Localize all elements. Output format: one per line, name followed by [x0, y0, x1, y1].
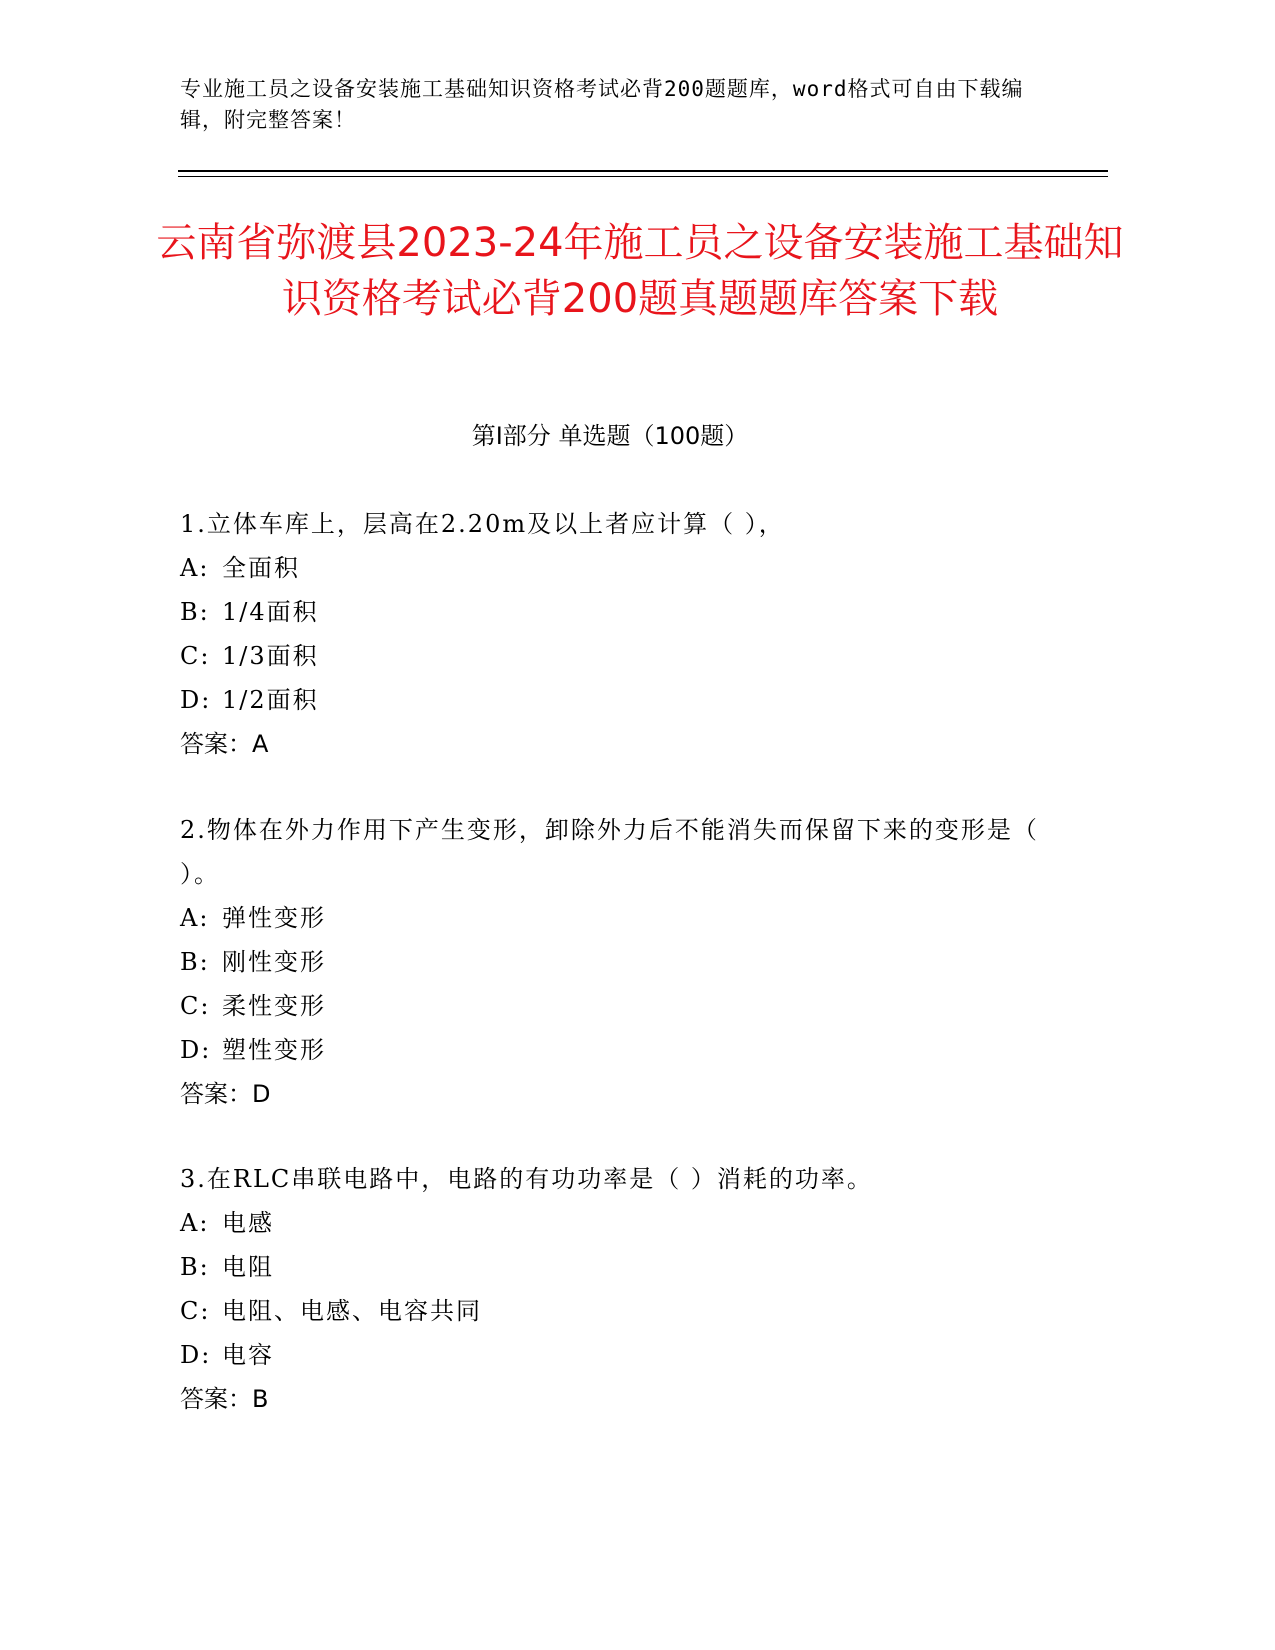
option-text: 电阻 — [222, 1253, 274, 1281]
option-text: 1/3面积 — [222, 642, 319, 670]
option-letter: B: — [180, 1253, 210, 1281]
option-letter: C: — [180, 992, 211, 1020]
option-text: 电阻、电感、电容共同 — [222, 1297, 482, 1325]
option-letter: A: — [180, 1209, 210, 1237]
option-text: 全面积 — [222, 554, 300, 582]
question-2 — [180, 808, 1040, 1116]
option-letter: C: — [180, 1297, 211, 1325]
option-letter: D: — [180, 1341, 212, 1369]
option-text: 柔性变形 — [222, 992, 326, 1020]
option-text: 1/2面积 — [222, 686, 319, 714]
option-d — [180, 1333, 1040, 1377]
option-letter: B: — [180, 598, 210, 626]
document-title: 云南省弥渡县2023-24年施工员之设备安装施工基础知识资格考试必背200题真题题库答案下载 — [156, 220, 1124, 322]
option-text: 塑性变形 — [222, 1036, 326, 1064]
answer-line: 答案：D — [180, 1080, 271, 1108]
section-heading: 第I部分 单选题（100题） — [471, 422, 749, 450]
option-d — [180, 678, 1040, 722]
option-text: 电感 — [222, 1209, 274, 1237]
header-note: 专业施工员之设备安装施工基础知识资格考试必背200题题库，word格式可自由下载编辑，附完整答案！ — [180, 77, 1024, 132]
option-a — [180, 546, 1040, 590]
option-b — [180, 940, 1040, 984]
option-letter: A: — [180, 554, 210, 582]
option-letter: A: — [180, 904, 210, 932]
option-a — [180, 896, 1040, 940]
question-1 — [180, 502, 1040, 766]
option-text: 1/4面积 — [222, 598, 319, 626]
option-a — [180, 1201, 1040, 1245]
option-letter: B: — [180, 948, 210, 976]
answer-line: 答案：B — [180, 1385, 269, 1413]
answer-line: 答案：A — [180, 730, 269, 758]
question-3 — [180, 1157, 1040, 1421]
option-text: 弹性变形 — [222, 904, 326, 932]
header-divider-thin — [178, 176, 1108, 177]
option-c — [180, 634, 1040, 678]
option-c — [180, 984, 1040, 1028]
option-b — [180, 1245, 1040, 1289]
option-letter: D: — [180, 1036, 212, 1064]
question-stem: 2.物体在外力作用下产生变形，卸除外力后不能消失而保留下来的变形是（ ）。 — [180, 816, 1039, 888]
option-letter: C: — [180, 642, 211, 670]
option-b — [180, 590, 1040, 634]
option-c — [180, 1289, 1040, 1333]
option-text: 电容 — [222, 1341, 274, 1369]
question-stem: 1.立体车库上，层高在2.20m及以上者应计算（ ）， — [180, 510, 785, 538]
option-letter: D: — [180, 686, 212, 714]
header-divider-thick — [178, 170, 1108, 172]
option-d — [180, 1028, 1040, 1072]
option-text: 刚性变形 — [222, 948, 326, 976]
question-stem: 3.在RLC串联电路中，电路的有功功率是（ ）消耗的功率。 — [180, 1165, 873, 1193]
